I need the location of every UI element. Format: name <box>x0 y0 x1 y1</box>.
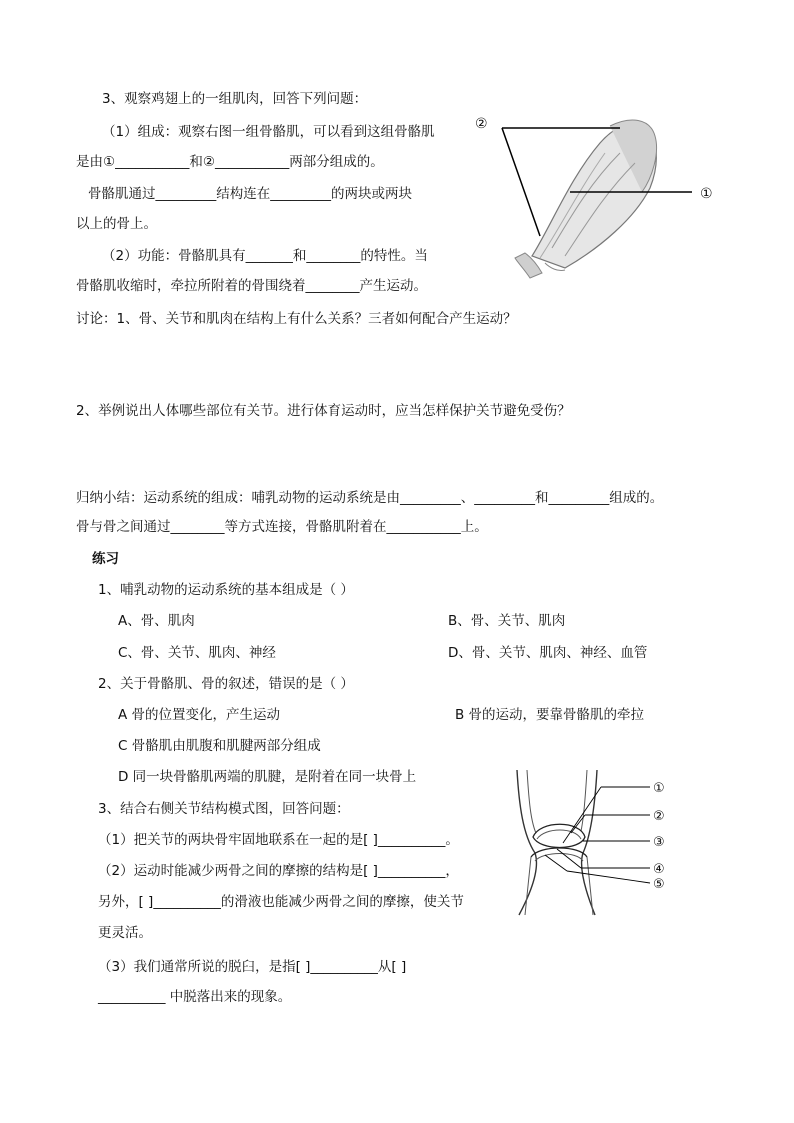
joint-label-3: ③ <box>653 835 665 850</box>
practice-q2-option-a: A 骨的位置变化，产生运动 <box>118 707 281 723</box>
joint-label-1: ① <box>653 781 665 796</box>
discussion-2: 2、举例说出人体哪些部位有关节。进行体育运动时，应当怎样保护关节避免受伤？ <box>76 403 571 419</box>
joint-drawing <box>517 770 597 915</box>
pointer-5 <box>567 871 650 883</box>
practice-q1-option-d: D、骨、关节、肌肉、神经、血管 <box>448 645 648 661</box>
q3-title: 3、观察鸡翅上的一组肌肉，回答下列问题： <box>102 91 368 107</box>
summary-line1: 归纳小结：运动系统的组成：哺乳动物的运动系统是由_________、_________和_________组成的。 <box>76 490 664 506</box>
practice-q3: 3、结合右侧关节结构模式图，回答问题： <box>98 801 350 817</box>
practice-q1-option-c: C、骨、关节、肌肉、神经 <box>118 645 276 661</box>
practice-q3-part3-cont: __________ 中脱落出来的现象。 <box>98 989 292 1005</box>
practice-q2-option-c: C 骨骼肌由肌腹和肌腱两部分组成 <box>118 738 321 754</box>
practice-q3-part2: （2）运动时能减少两骨之间的摩擦的结构是[ ]__________， <box>98 863 459 879</box>
practice-q1-option-b: B、骨、关节、肌肉 <box>448 613 566 629</box>
label-2: ② <box>475 116 488 132</box>
q3-line6: 骨骼肌收缩时，牵拉所附着的骨围绕着________产生运动。 <box>76 278 427 294</box>
practice-q1-option-a: A、骨、肌肉 <box>118 613 195 629</box>
joint-label-5: ⑤ <box>653 877 665 892</box>
practice-q3-part2-end: 更灵活。 <box>98 925 152 941</box>
practice-q2-option-b: B 骨的运动，要靠骨骼肌的牵拉 <box>455 707 645 723</box>
q3-line4: 以上的骨上。 <box>76 216 157 232</box>
pointer-4-diag <box>557 849 581 868</box>
label-1: ① <box>700 186 713 202</box>
joint-structure-figure <box>505 765 685 923</box>
pointer-line-2-diag <box>502 128 540 236</box>
muscle-drawing <box>515 120 657 278</box>
pointer-5-diag <box>545 855 567 871</box>
practice-q1: 1、哺乳动物的运动系统的基本组成是（ ） <box>98 582 354 598</box>
q3-line2: 是由①___________和②___________两部分组成的。 <box>76 154 384 170</box>
q3-line3: 骨骼肌通过_________结构连在_________的两块或两块 <box>88 186 412 202</box>
summary-line2: 骨与骨之间通过________等方式连接，骨骼肌附着在___________上。 <box>76 519 488 535</box>
joint-label-4: ④ <box>653 862 665 877</box>
practice-q3-part3: （3）我们通常所说的脱臼，是指[ ]__________从[ ] <box>98 959 407 975</box>
q3-line1: （1）组成：观察右图一组骨骼肌，可以看到这组骨骼肌 <box>102 124 435 140</box>
practice-q3-part1: （1）把关节的两块骨牢固地联系在一起的是[ ]__________。 <box>98 832 459 848</box>
q3-line5: （2）功能：骨骼肌具有_______和________的特性。当 <box>102 248 428 264</box>
joint-label-2: ② <box>653 809 665 824</box>
practice-heading: 练习 <box>92 551 119 567</box>
practice-q2-option-d: D 同一块骨骼肌两端的肌腱，是附着在同一块骨上 <box>118 769 417 785</box>
wing-muscle-figure <box>470 108 730 283</box>
practice-q3-part2-cont: 另外，[ ]__________的滑液也能减少两骨之间的摩擦，使关节 <box>98 894 464 910</box>
discussion-1: 讨论：1、骨、关节和肌肉在结构上有什么关系？三者如何配合产生运动？ <box>76 311 517 327</box>
practice-q2: 2、关于骨骼肌、骨的叙述，错误的是（ ） <box>98 676 354 692</box>
